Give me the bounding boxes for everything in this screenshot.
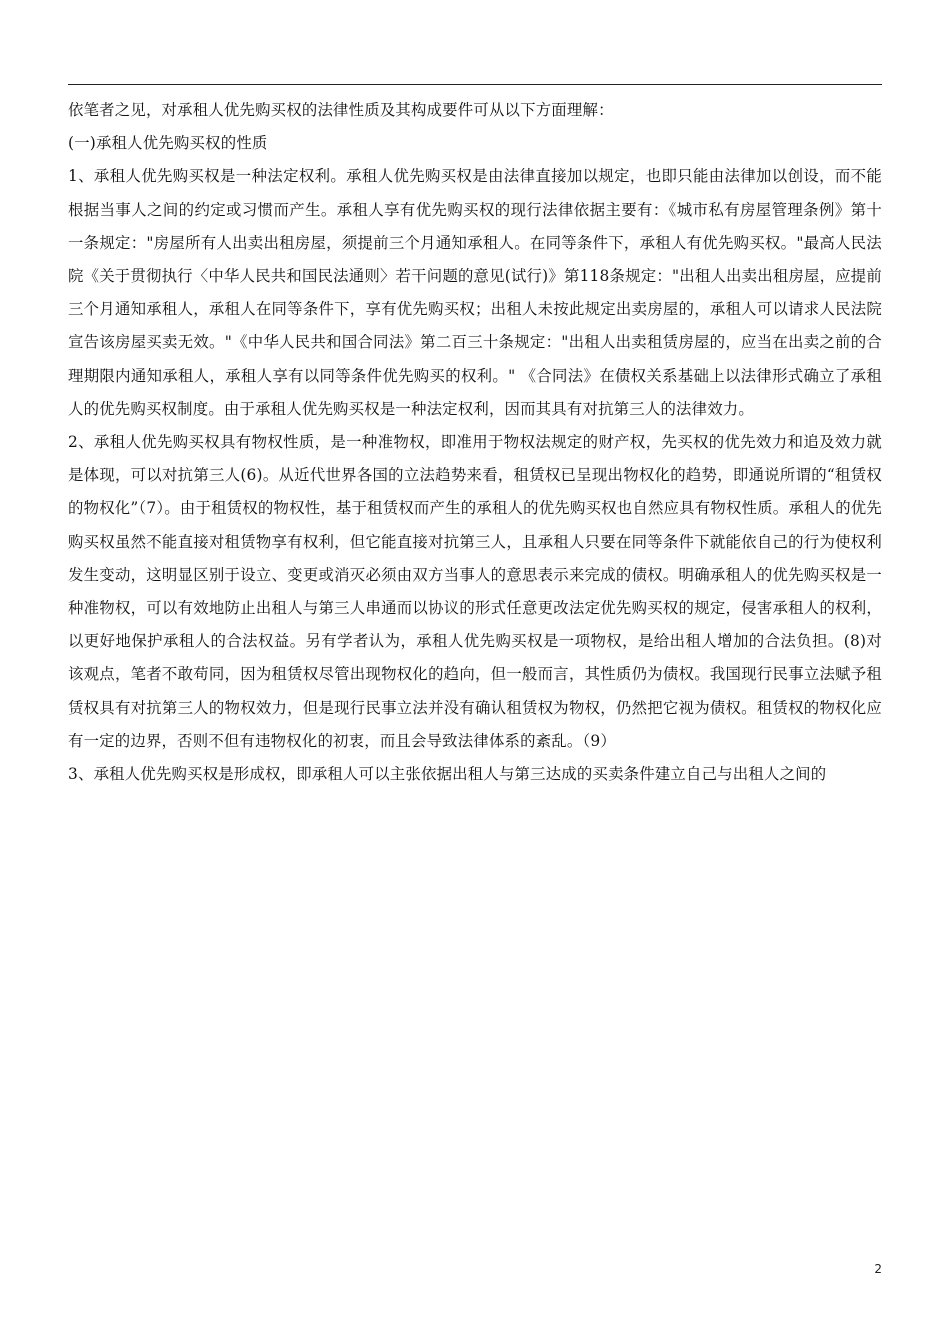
paragraph-intro: 依笔者之见，对承租人优先购买权的法律性质及其构成要件可从以下方面理解： bbox=[68, 101, 614, 119]
document-body bbox=[68, 94, 882, 791]
paragraph-3: 3、承租人优先购买权是形成权，即承租人可以主张依据出租人与第三达成的买卖条件建立自己与出租人之间的 bbox=[68, 765, 827, 784]
paragraph-1: 1、承租人优先购买权是一种法定权利。承租人优先购买权是由法律直接加以规定，也即只能由法律加以创设，而不能根据当事人之间的约定或习惯而产生。承租人享有优先购买权的现行法律依据主要有：《城市私有房屋管理条例》第十一条规定："房屋所有人出卖出租房屋，须提前三个月通知承租人。在同等条件下，承租人有优先购买权。"最高人民法院《关于贯彻执行〈中华人民共和国民法通则〉若干问题的意见(试行)》第118条规定："出租人出卖出租房屋，应提前三个月通知承租人，承租人在同等条件下，享有优先购买权；出租人未按此规定出卖房屋的，承租人可以请求人民法院宣告该房屋买卖无效。"《中华人民共和国合同法》第二百三十条规定："出租人出卖租赁房屋的，应当在出卖之前的合理期限内通知承租人，承租人享有以同等条件优先购买的权利。" 《合同法》在债权关系基础上以法律形式确立了承租人的优先购买权制度。由于承租人优先购买权是一种法定权利，因而其具有对抗第三人的法律效力。 bbox=[68, 167, 882, 418]
section-heading: (一)承租人优先购买权的性质 bbox=[68, 134, 268, 153]
paragraph-2: 2、承租人优先购买权具有物权性质，是一种准物权，即准用于物权法规定的财产权，先买权的优先效力和追及效力就是体现，可以对抗第三人(6)。从近代世界各国的立法趋势来看，租赁权已呈现出物权化的趋势，即通说所谓的“租赁权的物权化”（7）。由于租赁权的物权性，基于租赁权而产生的承租人的优先购买权也自然应具有物权性质。承租人的优先购买权虽然不能直接对租赁物享有权利，但它能直接对抗第三人，且承租人只要在同等条件下就能依自己的行为使权利发生变动，这明显区别于设立、变更或消灭必须由双方当事人的意思表示来完成的债权。明确承租人的优先购买权是一种准物权，可以有效地防止出租人与第三人串通而以协议的形式任意更改法定优先购买权的规定，侵害承租人的权利，以更好地保护承租人的合法权益。另有学者认为，承租人优先购买权是一项物权，是给出租人增加的合法负担。(8)对该观点，笔者不敢苟同，因为租赁权尽管出现物权化的趋向，但一般而言，其性质仍为债权。我国现行民事立法赋予租赁权具有对抗第三人的物权效力，但是现行民事立法并没有确认租赁权为物权，仍然把它视为债权。租赁权的物权化应有一定的边界，否则不但有违物权化的初衷，而且会导致法律体系的紊乱。（9） bbox=[68, 433, 882, 750]
header-rule bbox=[68, 84, 882, 85]
page-number: 2 bbox=[874, 1262, 882, 1276]
